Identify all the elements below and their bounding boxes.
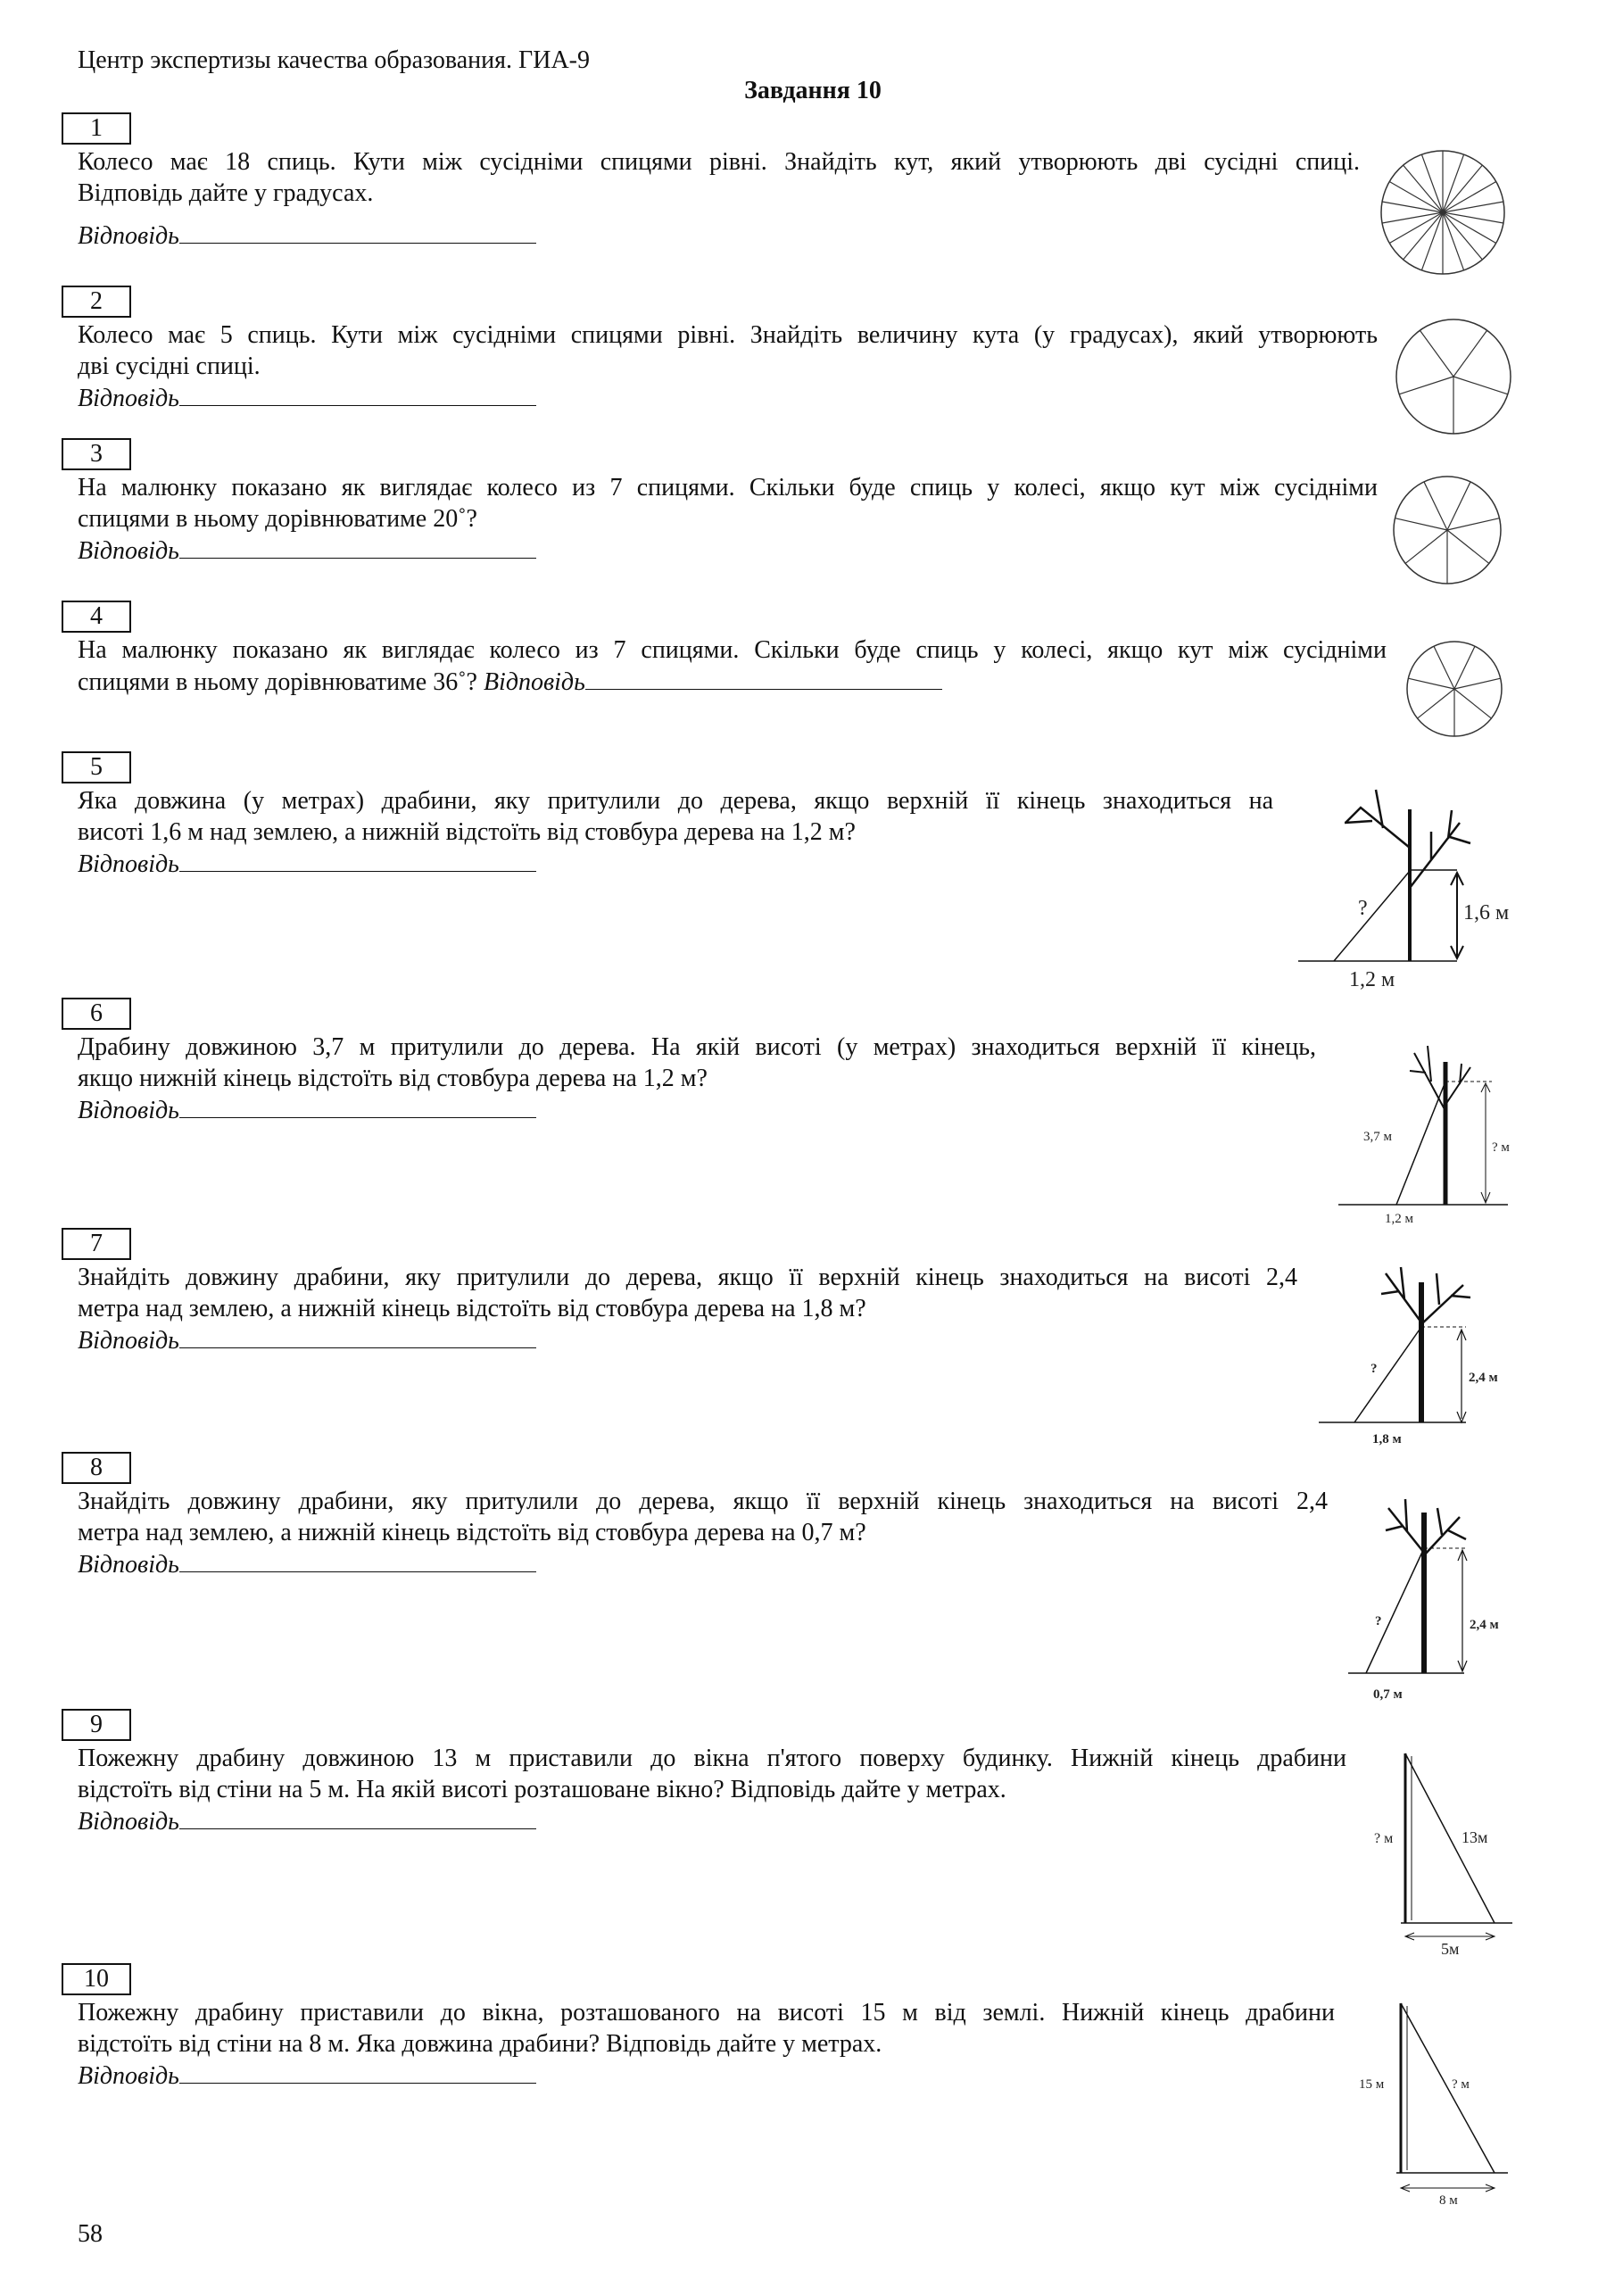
ladder-label: ? bbox=[1370, 1362, 1378, 1376]
wheel-spoke bbox=[1424, 482, 1447, 530]
wheel-spoke bbox=[1443, 212, 1464, 270]
problem-6 bbox=[62, 998, 1316, 1127]
wheel-spoke bbox=[1421, 154, 1443, 212]
height-label: 1,6 м bbox=[1463, 901, 1510, 924]
answer-label: Відповідь bbox=[78, 385, 179, 412]
distance-label: 8 м bbox=[1439, 2193, 1458, 2208]
answer-field[interactable] bbox=[78, 1548, 1328, 1581]
problem-text: Пожежну драбину приставили до вікна, розташованого на висоті 15 м від землі. Нижній кінець драбини bbox=[78, 1999, 1335, 2027]
problem-text: На малюнку показано як виглядає колесо из 7 спицями. Скільки буде спиць у колесі, якщо кут між сусідніми bbox=[78, 636, 1387, 664]
answer-field[interactable] bbox=[78, 535, 1378, 568]
tree-ladder-diagram bbox=[1285, 767, 1570, 999]
problem-7 bbox=[62, 1228, 1297, 1357]
problem-8 bbox=[62, 1452, 1328, 1581]
header: Центр экспертизы качества образования. ГИА-9 bbox=[78, 46, 590, 74]
problem-5 bbox=[62, 751, 1273, 881]
wheel-spoke bbox=[1404, 212, 1443, 260]
distance-label: 5м bbox=[1441, 1940, 1460, 1958]
answer-line[interactable] bbox=[179, 382, 536, 406]
answer-field[interactable] bbox=[78, 848, 1273, 881]
problem-number: 9 bbox=[62, 1709, 131, 1741]
distance-label: 0,7 м bbox=[1373, 1687, 1403, 1702]
problem-text: відстоїть від стіни на 5 м. На якій висоті розташоване вікно? Відповідь дайте у метрах. bbox=[78, 1776, 1006, 1803]
wheel-spoke bbox=[1454, 689, 1491, 718]
wheel-spoke bbox=[1434, 646, 1454, 689]
problem-10 bbox=[62, 1963, 1335, 2093]
wheel-spoke bbox=[1443, 165, 1482, 212]
wheel-diagram bbox=[1380, 150, 1505, 275]
wheel-diagram bbox=[1393, 476, 1502, 584]
answer-label: Відповідь bbox=[78, 850, 179, 878]
ladder-label: ? bbox=[1375, 1614, 1382, 1629]
problem-4 bbox=[62, 601, 1387, 698]
problem-text: метра над землею, а нижній кінець відстоїть від стовбура дерева на 1,8 м? bbox=[78, 1295, 866, 1322]
answer-label: Відповідь bbox=[78, 222, 179, 250]
answer-label: Відповідь bbox=[78, 1551, 179, 1579]
answer-field[interactable] bbox=[78, 2060, 1335, 2093]
wheel-spoke bbox=[1454, 646, 1475, 689]
problem-text: Яка довжина (у метрах) драбини, яку притулили до дерева, якщо верхній її кінець знаходиться на bbox=[78, 787, 1273, 815]
problem-text: На малюнку показано як виглядає колесо из 7 спицями. Скільки буде спиць у колесі, якщо кут між сусідніми bbox=[78, 474, 1378, 501]
wheel-diagram bbox=[1406, 641, 1503, 737]
problem-number: 2 bbox=[62, 286, 131, 318]
problem-text: дві сусідні спиці. bbox=[78, 352, 261, 380]
problem-1 bbox=[62, 112, 1360, 253]
wheel-spoke bbox=[1405, 530, 1447, 563]
tree-ladder-diagram bbox=[1338, 1035, 1517, 1231]
problem-number: 3 bbox=[62, 438, 131, 470]
wheel-spoke bbox=[1447, 518, 1499, 530]
height-label: ? м bbox=[1374, 1831, 1394, 1846]
page-title: Завдання 10 bbox=[744, 77, 882, 104]
height-label: 15 м bbox=[1359, 2077, 1385, 2092]
answer-line[interactable] bbox=[179, 220, 536, 244]
answer-label: Відповідь bbox=[78, 1327, 179, 1355]
height-label: ? м bbox=[1492, 1140, 1510, 1155]
answer-line[interactable] bbox=[179, 848, 536, 872]
problem-number: 5 bbox=[62, 751, 131, 783]
ladder-label: 13м bbox=[1462, 1828, 1488, 1846]
wheel-spoke bbox=[1395, 518, 1447, 530]
problem-text: Знайдіть довжину драбини, яку притулили до дерева, якщо її верхній кінець знаходиться на висоті 2,4 bbox=[78, 1264, 1297, 1291]
answer-label: Відповідь bbox=[78, 2062, 179, 2090]
problem-text: Драбину довжиною 3,7 м притулили до дерева. На якій висоті (у метрах) знаходиться верхній її кінець, bbox=[78, 1033, 1316, 1061]
answer-field[interactable] bbox=[78, 1805, 1346, 1838]
answer-line[interactable] bbox=[179, 1094, 536, 1118]
ladder-label: ? м bbox=[1452, 2077, 1470, 2092]
problem-text: спицями в ньому дорівнюватиме 36˚? bbox=[78, 668, 484, 696]
answer-line[interactable] bbox=[179, 535, 536, 559]
problem-number: 1 bbox=[62, 112, 131, 145]
problem-text: висоті 1,6 м над землею, а нижній відстоїть від стовбура дерева на 1,2 м? bbox=[78, 818, 856, 846]
tree-ladder-diagram bbox=[1319, 1260, 1506, 1452]
problem-number: 4 bbox=[62, 601, 131, 633]
wheel-spoke bbox=[1453, 377, 1508, 394]
wheel-spoke bbox=[1453, 330, 1487, 377]
answer-label: Відповідь bbox=[78, 1097, 179, 1124]
wheel-spoke bbox=[1454, 678, 1501, 689]
answer-line[interactable] bbox=[179, 2060, 536, 2084]
height-label: 2,4 м bbox=[1470, 1618, 1499, 1632]
wheel-spoke bbox=[1447, 530, 1489, 563]
wheel-diagram bbox=[1395, 319, 1511, 435]
problem-number: 10 bbox=[62, 1963, 131, 1995]
answer-line[interactable] bbox=[179, 1324, 536, 1348]
problem-number: 6 bbox=[62, 998, 131, 1030]
answer-field[interactable] bbox=[78, 1324, 1297, 1357]
problem-text: спицями в ньому дорівнюватиме 20˚? bbox=[78, 505, 477, 533]
answer-line[interactable] bbox=[179, 1548, 536, 1572]
wheel-spoke bbox=[1447, 482, 1470, 530]
answer-label: Відповідь bbox=[78, 1808, 179, 1836]
answer-field[interactable] bbox=[78, 382, 1378, 415]
height-label: 2,4 м bbox=[1469, 1371, 1498, 1385]
answer-line[interactable] bbox=[179, 1805, 536, 1829]
answer-field[interactable] bbox=[78, 1094, 1316, 1127]
distance-label: 1,8 м bbox=[1372, 1432, 1402, 1446]
problem-text: Колесо має 18 спиць. Кути між сусідніми спицями рівні. Знайдіть кут, який утворюють дві сусідні спиці. bbox=[78, 148, 1360, 176]
ladder-wall-diagram bbox=[1365, 1749, 1517, 1959]
distance-label: 1,2 м bbox=[1349, 968, 1395, 991]
answer-field[interactable] bbox=[78, 220, 1360, 253]
wheel-spoke bbox=[1443, 212, 1482, 260]
wheel-spoke bbox=[1443, 154, 1464, 212]
problem-text: Відповідь дайте у градусах. bbox=[78, 179, 374, 207]
problem-text: якщо нижній кінець відстоїть від стовбура дерева на 1,2 м? bbox=[78, 1065, 708, 1092]
problem-number: 8 bbox=[62, 1452, 131, 1484]
ladder-label: 3,7 м bbox=[1363, 1130, 1392, 1144]
problem-number: 7 bbox=[62, 1228, 131, 1260]
answer-line[interactable] bbox=[585, 666, 942, 690]
answer-label: Відповідь bbox=[78, 537, 179, 565]
problem-text: Знайдіть довжину драбини, яку притулили до дерева, якщо її верхній кінець знаходиться на висоті 2,4 bbox=[78, 1488, 1328, 1515]
wheel-spoke bbox=[1408, 678, 1454, 689]
wheel-spoke bbox=[1421, 212, 1443, 270]
problem-3 bbox=[62, 438, 1378, 568]
ladder-label: ? bbox=[1358, 897, 1368, 920]
wheel-spoke bbox=[1418, 689, 1454, 718]
distance-label: 1,2 м bbox=[1385, 1212, 1413, 1226]
answer-label: Відповідь bbox=[483, 668, 585, 696]
problem-text: Пожежну драбину довжиною 13 м приставили до вікна п'ятого поверху будинку. Нижній кінець драбини bbox=[78, 1745, 1346, 1772]
ladder-wall-diagram bbox=[1352, 1999, 1512, 2209]
wheel-spoke bbox=[1399, 377, 1453, 394]
problem-text: метра над землею, а нижній кінець відстоїть від стовбура дерева на 0,7 м? bbox=[78, 1519, 866, 1546]
problem-text: Колесо має 5 спиць. Кути між сусідніми спицями рівні. Знайдіть величину кута (у градусах), який утворюють bbox=[78, 321, 1378, 349]
tree-ladder-diagram bbox=[1348, 1495, 1522, 1704]
page-number: 58 bbox=[78, 2220, 103, 2248]
wheel-spoke bbox=[1420, 330, 1453, 377]
problem-text: відстоїть від стіни на 8 м. Яка довжина драбини? Відповідь дайте у метрах. bbox=[78, 2030, 882, 2058]
wheel-spoke bbox=[1404, 165, 1443, 212]
problem-9 bbox=[62, 1709, 1346, 1838]
problem-2 bbox=[62, 286, 1378, 415]
